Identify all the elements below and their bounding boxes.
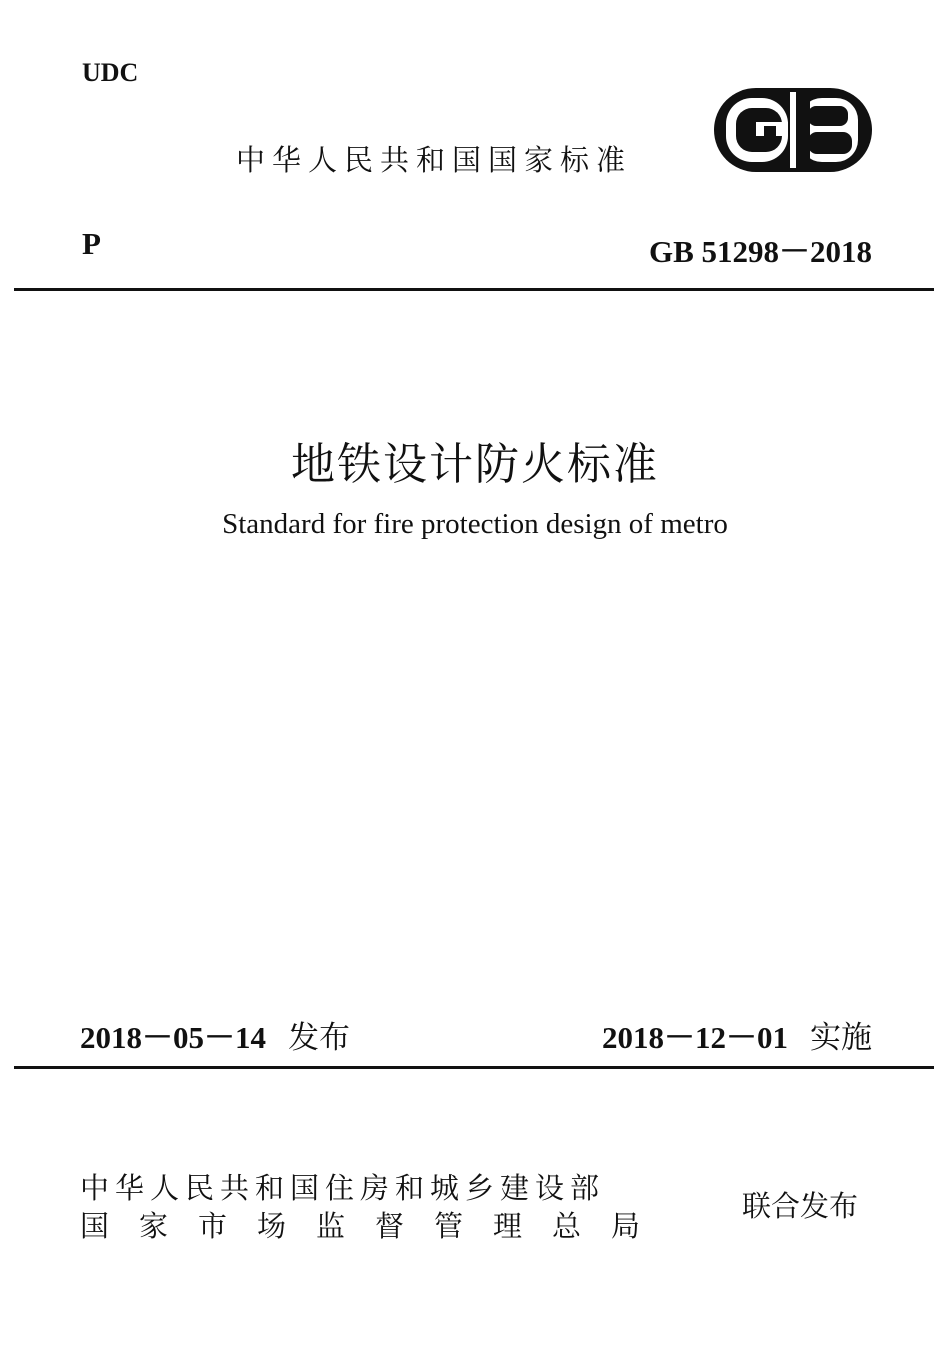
implement-date: 2018－12－01 bbox=[602, 1020, 788, 1055]
national-standard-heading: 中华人民共和国国家标准 bbox=[236, 143, 633, 177]
gb-logo-icon bbox=[712, 86, 874, 174]
issue-date: 2018－05－14 bbox=[80, 1020, 266, 1055]
implement-label: 实施 bbox=[810, 1020, 872, 1056]
issuer-ministry: 中华人民共和国住房和城乡建设部 bbox=[80, 1171, 606, 1205]
title-chinese: 地铁设计防火标准 bbox=[291, 440, 659, 489]
standard-code: GB 51298－2018 bbox=[648, 234, 872, 269]
issuer-administration: 国家市场监督管理总局 bbox=[80, 1209, 671, 1243]
top-divider bbox=[14, 288, 934, 291]
issue-label: 发布 bbox=[288, 1020, 350, 1056]
title-english: Standard for fire protection design of metro bbox=[222, 508, 728, 540]
joint-publication-label: 联合发布 bbox=[742, 1189, 859, 1223]
bottom-divider bbox=[14, 1066, 934, 1069]
issue-date-block bbox=[80, 1012, 350, 1057]
udc-label: UDC bbox=[82, 58, 139, 87]
implement-date-block bbox=[602, 1012, 872, 1057]
classification-code: P bbox=[82, 226, 101, 261]
